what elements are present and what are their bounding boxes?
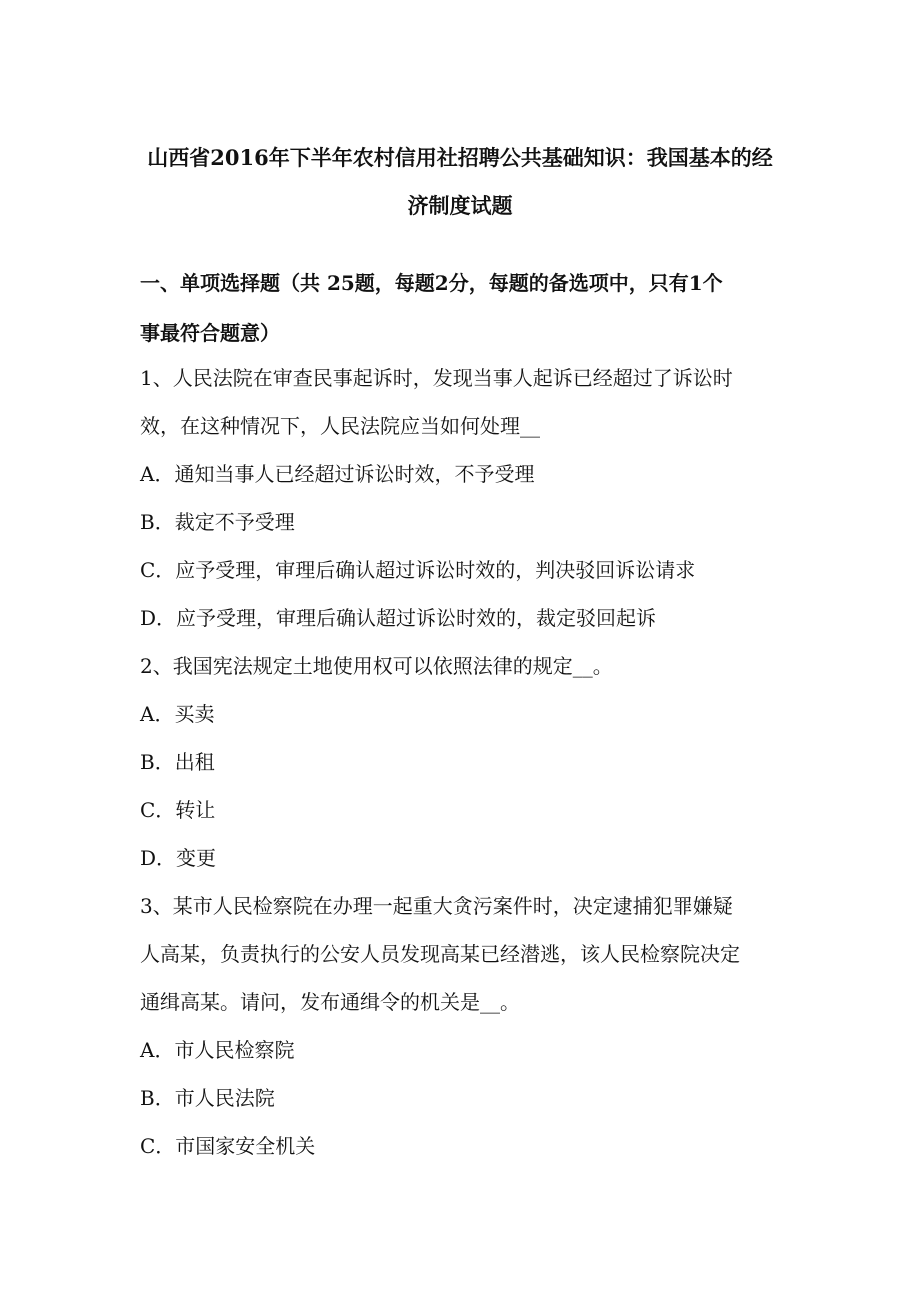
option-d: D．变更 bbox=[140, 846, 217, 870]
question-stem-line: 效，在这种情况下，人民法院应当如何处理__ bbox=[140, 414, 540, 438]
option-a: A．买卖 bbox=[140, 702, 215, 726]
title-line: 山西省2016年下半年农村信用社招聘公共基础知识：我国基本的经 bbox=[147, 145, 773, 170]
question-stem-line: 通缉高某。请问，发布通缉令的机关是__。 bbox=[140, 990, 520, 1014]
option-c: C．市国家安全机关 bbox=[140, 1134, 316, 1158]
question-stem-line: 1、人民法院在审查民事起诉时，发现当事人起诉已经超过了诉讼时 bbox=[140, 366, 733, 390]
question-list bbox=[140, 354, 785, 1170]
section-heading bbox=[140, 258, 785, 358]
option-d: D．应予受理，审理后确认超过诉讼时效的，裁定驳回起诉 bbox=[140, 606, 657, 630]
question-2 bbox=[140, 642, 785, 882]
option-b: B．出租 bbox=[140, 750, 215, 774]
option-c: C．转让 bbox=[140, 798, 216, 822]
section-heading-line: 事最符合题意） bbox=[140, 321, 280, 345]
question-3 bbox=[140, 882, 785, 1170]
option-c: C．应予受理，审理后确认超过诉讼时效的，判决驳回诉讼请求 bbox=[140, 558, 696, 582]
option-a: A．市人民检察院 bbox=[140, 1038, 295, 1062]
question-1 bbox=[140, 354, 785, 642]
question-stem-line: 人高某，负责执行的公安人员发现高某已经潜逃，该人民检察院决定 bbox=[140, 942, 740, 966]
option-a: A．通知当事人已经超过诉讼时效，不予受理 bbox=[140, 462, 535, 486]
document-title bbox=[120, 134, 800, 230]
question-stem-line: 3、某市人民检察院在办理一起重大贪污案件时，决定逮捕犯罪嫌疑 bbox=[140, 894, 733, 918]
question-stem-line: 2、我国宪法规定土地使用权可以依照法律的规定__。 bbox=[140, 654, 613, 678]
section-heading-line: 一、单项选择题（共 25题，每题2分，每题的备选项中，只有1个 bbox=[140, 271, 723, 295]
title-line: 济制度试题 bbox=[407, 193, 513, 218]
option-b: B．裁定不予受理 bbox=[140, 510, 295, 534]
option-b: B．市人民法院 bbox=[140, 1086, 275, 1110]
